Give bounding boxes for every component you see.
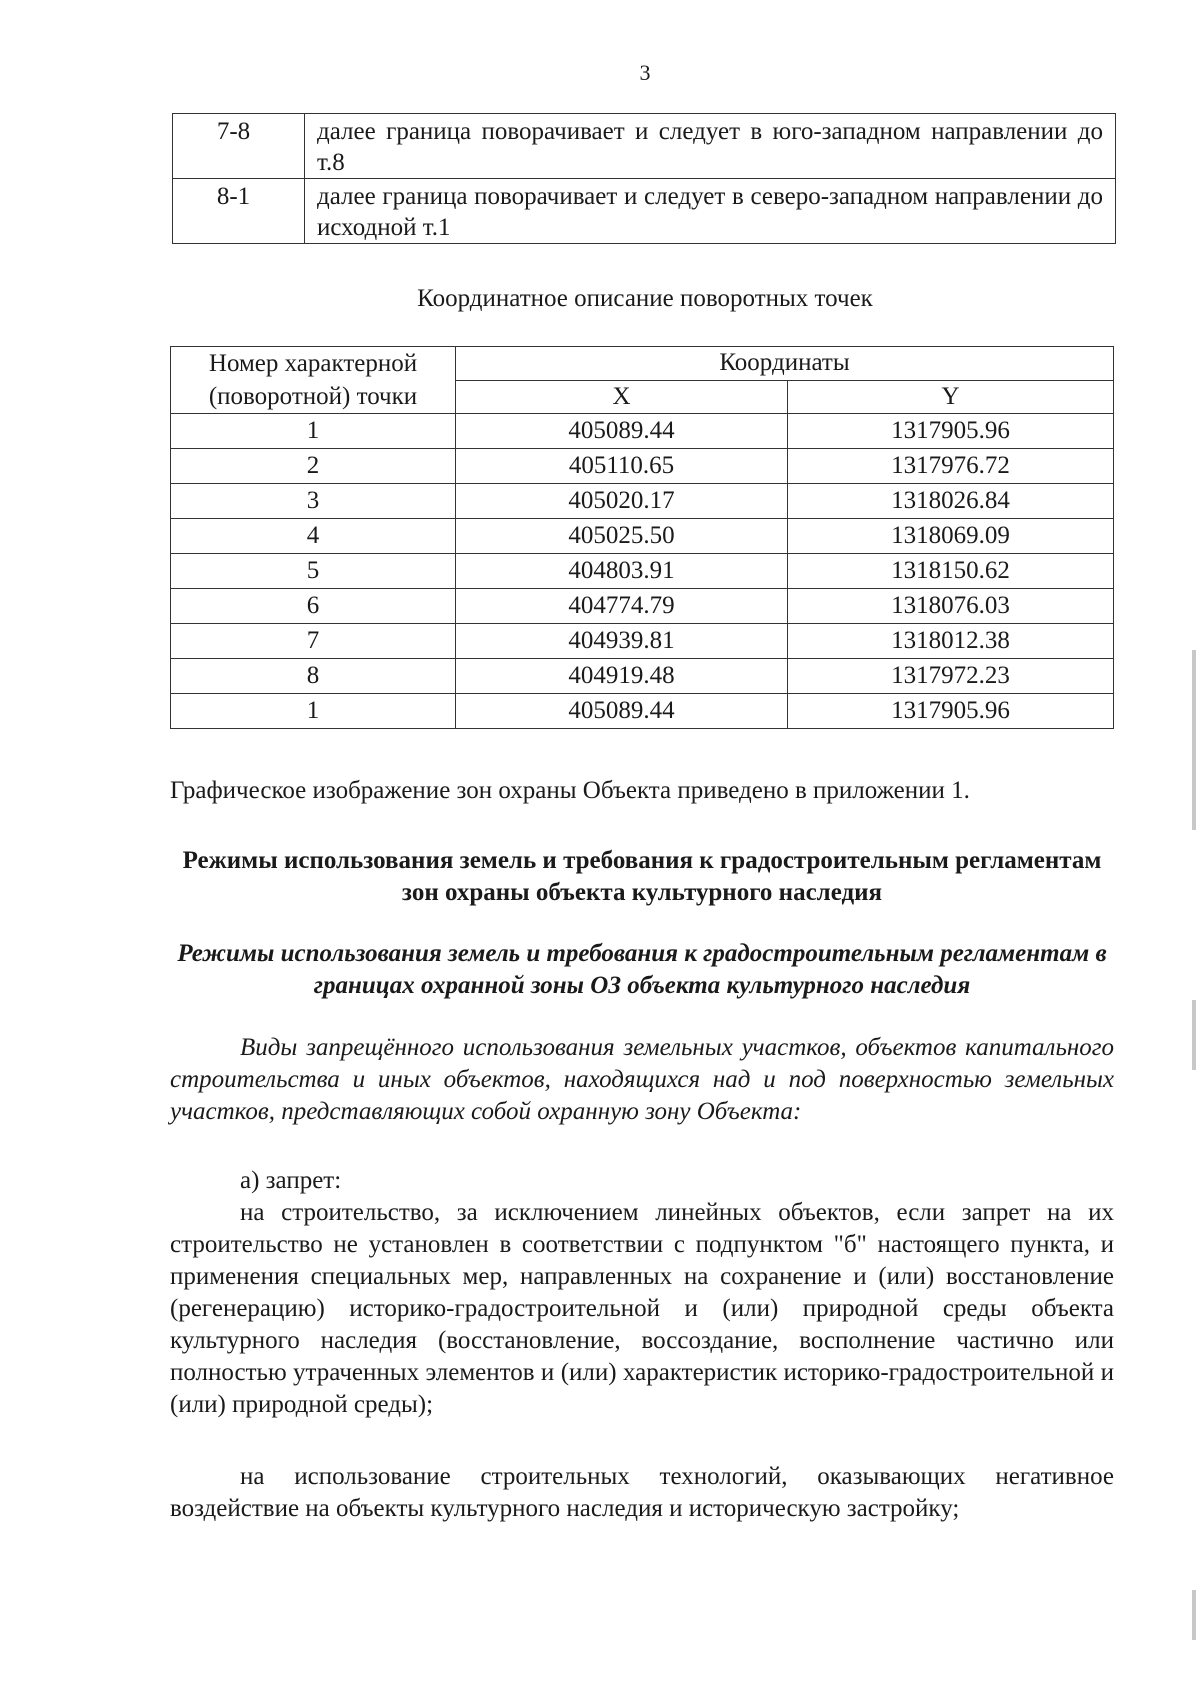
- x-coordinate-cell: 404774.79: [456, 589, 788, 624]
- table-row: [171, 624, 1114, 659]
- y-coordinate-cell: 1318150.62: [788, 554, 1114, 589]
- x-coordinate-cell: 404939.81: [456, 624, 788, 659]
- x-header: X: [456, 380, 788, 414]
- point-number-header: Номер характерной (поворотной) точки: [171, 347, 456, 414]
- y-coordinate-cell: 1317905.96: [788, 694, 1114, 729]
- boundary-segment: 7-8: [173, 114, 305, 179]
- table-row: [171, 554, 1114, 589]
- x-coordinate-cell: 405025.50: [456, 519, 788, 554]
- forbidden-uses-paragraph: Виды запрещённого использования земельных участков, объектов капитального строительства и иных объектов, находящихся над и под поверхностью земельных участков, представляющих собой охранную зону Объекта:: [170, 1034, 1114, 1125]
- point-number-cell: 4: [171, 519, 456, 554]
- point-number-cell: 3: [171, 484, 456, 519]
- point-number-cell: 2: [171, 449, 456, 484]
- x-coordinate-cell: 404919.48: [456, 659, 788, 694]
- point-number-cell: 8: [171, 659, 456, 694]
- y-coordinate-cell: 1317905.96: [788, 414, 1114, 449]
- table-row: [171, 659, 1114, 694]
- y-coordinate-cell: 1317972.23: [788, 659, 1114, 694]
- technologies-paragraph: на использование строительных технологий, оказывающих негативное воздействие на объекты культурного наследия и историческую застройку;: [170, 1463, 1114, 1522]
- table-row: [171, 414, 1114, 449]
- y-coordinate-cell: 1318026.84: [788, 484, 1114, 519]
- item-a-paragraph: а) запрет:: [240, 1167, 342, 1194]
- graphic-note: Графическое изображение зон охраны Объекта приведено в приложении 1.: [170, 777, 970, 804]
- y-coordinate-cell: 1318012.38: [788, 624, 1114, 659]
- subsection-heading: Режимы использования земель и требования к градостроительным регламентам в границах охранной зоны ОЗ объекта культурного наследия: [177, 940, 1107, 999]
- coordinates-title: Координатное описание поворотных точек: [417, 285, 873, 312]
- section-heading: Режимы использования земель и требования к градостроительным регламентам зон охраны объекта культурного наследия: [182, 847, 1102, 906]
- y-header: Y: [788, 380, 1114, 414]
- point-number-cell: 7: [171, 624, 456, 659]
- y-coordinate-cell: 1318069.09: [788, 519, 1114, 554]
- boundary-description-table: [172, 113, 1116, 244]
- coordinates-header: Координаты: [456, 347, 1114, 381]
- boundary-row: [173, 179, 1116, 244]
- x-coordinate-cell: 405020.17: [456, 484, 788, 519]
- y-coordinate-cell: 1318076.03: [788, 589, 1114, 624]
- x-coordinate-cell: 405110.65: [456, 449, 788, 484]
- scan-edge-mark: [1192, 650, 1196, 830]
- point-number-cell: 6: [171, 589, 456, 624]
- table-row: [171, 694, 1114, 729]
- x-coordinate-cell: 404803.91: [456, 554, 788, 589]
- boundary-segment: 8-1: [173, 179, 305, 244]
- point-number-cell: 5: [171, 554, 456, 589]
- boundary-description: далее граница поворачивает и следует в северо-западном направлении до исходной т.1: [305, 179, 1116, 244]
- x-coordinate-cell: 405089.44: [456, 414, 788, 449]
- y-coordinate-cell: 1317976.72: [788, 449, 1114, 484]
- point-number-cell: 1: [171, 694, 456, 729]
- table-row: [171, 449, 1114, 484]
- x-coordinate-cell: 405089.44: [456, 694, 788, 729]
- page-number: 3: [639, 60, 651, 85]
- scan-edge-mark: [1192, 1000, 1196, 1070]
- boundary-row: [173, 114, 1116, 179]
- point-number-cell: 1: [171, 414, 456, 449]
- table-row: [171, 589, 1114, 624]
- boundary-description: далее граница поворачивает и следует в юго-западном направлении до т.8: [305, 114, 1116, 179]
- table-row: [171, 484, 1114, 519]
- scan-edge-mark: [1192, 1590, 1196, 1640]
- table-row: [171, 519, 1114, 554]
- coordinates-table: [170, 346, 1114, 729]
- construction-paragraph: на строительство, за исключением линейных объектов, если запрет на их строительство не установлен в соответствии с подпунктом "б" настоящего пункта, и применения специальных мер, направленных на сохранение и (или) восстановление (регенерацию) историко-градостроительной и (или) природной среды объекта культурного наследия (восстановление, воссоздание, восполнение частично или полностью утраченных элементов и (или) характеристик историко-градостроительной и (или) природной среды);: [170, 1199, 1114, 1418]
